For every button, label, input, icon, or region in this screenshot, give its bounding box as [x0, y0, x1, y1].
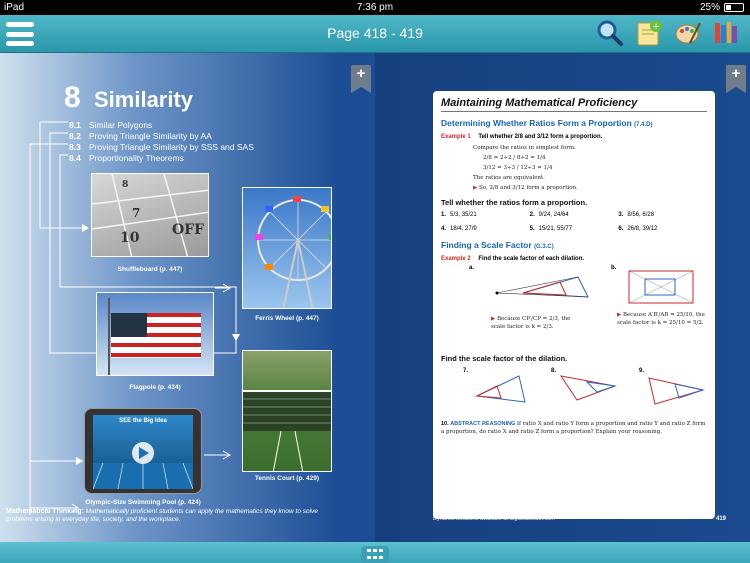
bookshelf-icon[interactable]: [712, 19, 740, 47]
pool-caption: Olympic-Size Swimming Pool (p. 424): [85, 499, 201, 506]
big-idea-video[interactable]: [84, 408, 202, 494]
scale-factor-exercises: 7. 8. 9.: [441, 368, 707, 416]
pool-drawing: [93, 415, 193, 489]
exercise-7-figure: [471, 372, 531, 408]
page-number: 419: [716, 516, 727, 522]
mathematical-thinking-note: [6, 508, 346, 524]
score-label: 8: [122, 180, 129, 190]
page-title: Page 418 - 419: [327, 25, 423, 41]
shuffleboard-caption: Shuffleboard (p. 447): [117, 266, 183, 273]
book-spread: [0, 53, 750, 542]
court-lines: [92, 174, 209, 257]
toc-item[interactable]: 8.2 Proving Triangle Similarity by AA: [69, 131, 212, 141]
status-bar: [0, 0, 750, 15]
score-label: OFF: [172, 222, 205, 238]
battery-icon: [724, 3, 744, 12]
battery-status: [700, 2, 744, 13]
example-2: Example 2 Find the scale factor of each dilation.: [441, 256, 585, 262]
example-1: Example 1 Tell whether 2/8 and 3/12 form a proportion.: [441, 134, 603, 140]
ferris-wheel-photo: [242, 187, 332, 309]
exercise-8-figure: [557, 372, 619, 408]
exercise: 1. 5/3, 35/21: [441, 212, 477, 218]
see-big-idea-label: SEE the Big Idea: [119, 418, 167, 424]
add-note-icon[interactable]: [635, 19, 663, 47]
math-thinking-label: Mathematical Thinking:: [6, 508, 84, 515]
section-heading: Finding a Scale Factor (G.3.C): [441, 240, 554, 250]
flagpole-photo: [96, 292, 214, 376]
dynamic-solutions-link[interactable]: Dynamic Solutions available at BigIdeasMath.com: [433, 516, 555, 522]
practice-heading: Find the scale factor of the dilation.: [441, 354, 568, 363]
shuffleboard-photo: [91, 173, 209, 257]
flagpole-caption: Flagpole (p. 434): [129, 384, 181, 391]
device-label: iPad: [4, 2, 25, 13]
example-2a-answer: ▶ Because CP′/CP = 2/3, the scale factor is k = 2/3.: [491, 316, 571, 330]
example-2-figures: a. ▶ Because CP′/CP = 2/3, the scale factor is k = 2/3. b. ▶ Because A′B′/AB = 25/10, the scale factor is k = 25/10 = 5/2.: [441, 265, 707, 349]
math-thinking-text: Mathematically proficient students can apply the mathematics they know to solve problems arising in everyday life, society, and the workplace.: [6, 508, 318, 523]
dilation-figure-a: [493, 267, 593, 315]
tennis-court-caption: Tennis Court (p. 429): [254, 475, 320, 482]
battery-percent: 25%: [699, 2, 720, 13]
search-icon[interactable]: [596, 19, 624, 47]
exercise: 5. 15/21, 55/77: [529, 226, 573, 232]
score-label: 10: [120, 230, 140, 246]
ferris-wheel-drawing: [243, 188, 332, 309]
toc-item[interactable]: 8.1 Similar Polygons: [69, 120, 153, 130]
svg-text:+: +: [652, 22, 660, 32]
question-10: 10. ABSTRACT REASONING If ratio X and ratio Y form a proportion and ratio Y and ratio Z form a proportion, do ratio X and ratio Z form a proportion? Explain your reasoning.: [441, 421, 706, 435]
tennis-net-drawing: [243, 351, 332, 472]
ferris-wheel-caption: Ferris Wheel (p. 447): [255, 315, 319, 322]
section-title: Maintaining Mathematical Proficiency: [441, 97, 707, 112]
exercise: 2. 9/24, 24/64: [529, 212, 569, 218]
table-of-contents: [69, 120, 254, 164]
bottom-toolbar: [0, 542, 750, 563]
exercise: 4. 18/4, 27/9: [441, 226, 477, 232]
exercise: 6. 26/8, 39/12: [618, 226, 658, 232]
palette-icon[interactable]: [674, 19, 702, 47]
chapter-title: Similarity: [94, 87, 194, 112]
dilation-figure-b: [627, 267, 697, 307]
thumbnail-grid-button[interactable]: [361, 546, 389, 563]
right-page: [433, 91, 715, 519]
score-label: 7: [132, 206, 141, 220]
example-1-body: Compare the ratios in simplest form. 2/8 = 2÷2 / 8÷2 = 1/4 3/12 = 3÷3 / 12÷3 = 1/4 The ratios are equivalent. ▶ So, 2/8 and 3/12 form a proportion.: [473, 145, 578, 191]
section-heading: Determining Whether Ratios Form a Proportion (7.4.D): [441, 118, 653, 128]
add-bookmark-left-button[interactable]: +: [351, 65, 371, 87]
toc-item[interactable]: 8.4 Proportionality Theorems: [69, 153, 184, 163]
hamburger-line-icon: [6, 41, 34, 46]
top-toolbar: [0, 15, 750, 53]
practice-grid: [441, 212, 707, 232]
practice-heading: Tell whether the ratios form a proportion.: [441, 198, 588, 207]
example-2b-answer: ▶ Because A′B′/AB = 25/10, the scale factor is k = 25/10 = 5/2.: [617, 312, 705, 326]
chapter-number: 8: [64, 81, 81, 114]
toc-item[interactable]: 8.3 Proving Triangle Similarity by SSS and SAS: [69, 142, 254, 152]
exercise: 3. 8/56, 6/28: [618, 212, 655, 218]
american-flag-drawing: [97, 293, 214, 376]
video-screen: [93, 415, 193, 489]
clock: 7:36 pm: [356, 2, 394, 13]
add-bookmark-right-button[interactable]: +: [726, 65, 746, 87]
tennis-court-photo: [242, 350, 332, 472]
exercise-9-figure: [645, 372, 707, 408]
